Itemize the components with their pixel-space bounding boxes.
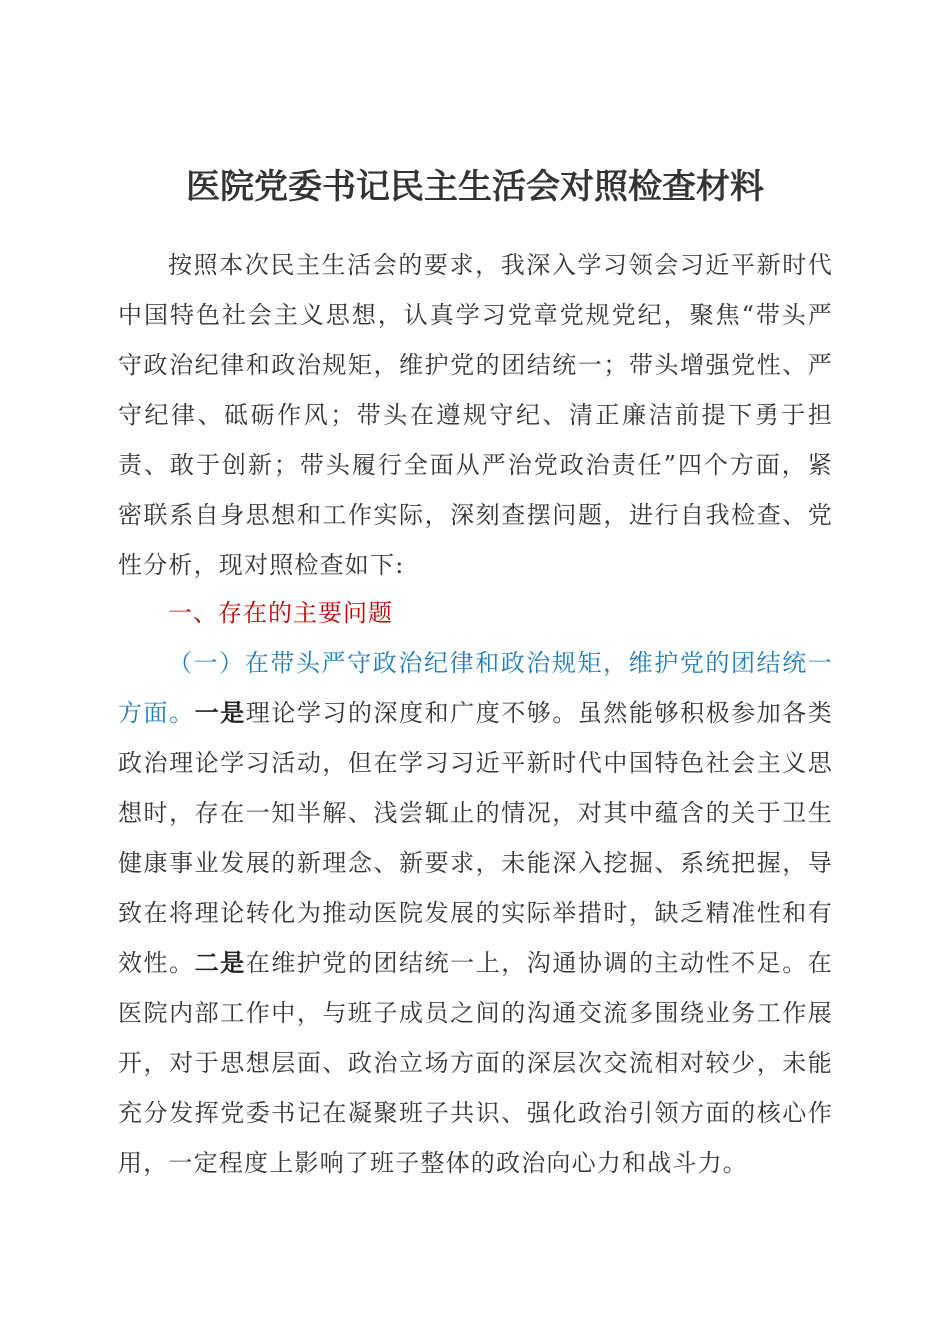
point-2-text: 在维护党的团结统一上，沟通协调的主动性不足。在医院内部工作中，与班子成员之间的沟通交流多围绕业务工作展开，对于思想层面、政治立场方面的深层次交流相对较少，未能充分发挥党委书记在凝聚班子共识、强化政治引领方面的核心作用，一定程度上影响了班子整体的政治向心力和战斗力。 — [118, 949, 834, 1177]
subsection-heading: （一）在带头严守政治纪律和政治规矩，维护党的团结统一方面。 — [118, 649, 833, 727]
point-2-lead: 二是 — [194, 948, 246, 977]
point-1-lead: 一是 — [194, 698, 246, 727]
document-title: 医院党委书记民主生活会对照检查材料 — [186, 167, 764, 207]
intro-paragraph: 按照本次民主生活会的要求，我深入学习领会习近平新时代中国特色社会主义思想，认真学习党章党规党纪，聚焦“带头严守政治纪律和政治规矩，维护党的团结统一；带头增强党性、严守纪律、砥砺作风；带头在遵规守纪、清正廉洁前提下勇于担责、敢于创新；带头履行全面从严治党政治责任”四个方面，紧密联系自身思想和工作实际，深刻查摆问题，进行自我检查、党性分析，现对照检查如下: — [118, 251, 833, 579]
section-heading-main-problems: 一、存在的主要问题 — [168, 599, 393, 627]
point-1-text: 理论学习的深度和广度不够。虽然能够积极参加各类政治理论学习活动，但在学习习近平新时代中国特色社会主义思想时，存在一知半解、浅尝辄止的情况，对其中蕴含的关于卫生健康事业发展的新理念、新要求，未能深入挖掘、系统把握，导致在将理论转化为推动医院发展的实际举措时，缺乏精准性和有效性。 — [118, 699, 834, 977]
subsection-paragraph — [118, 638, 833, 1188]
